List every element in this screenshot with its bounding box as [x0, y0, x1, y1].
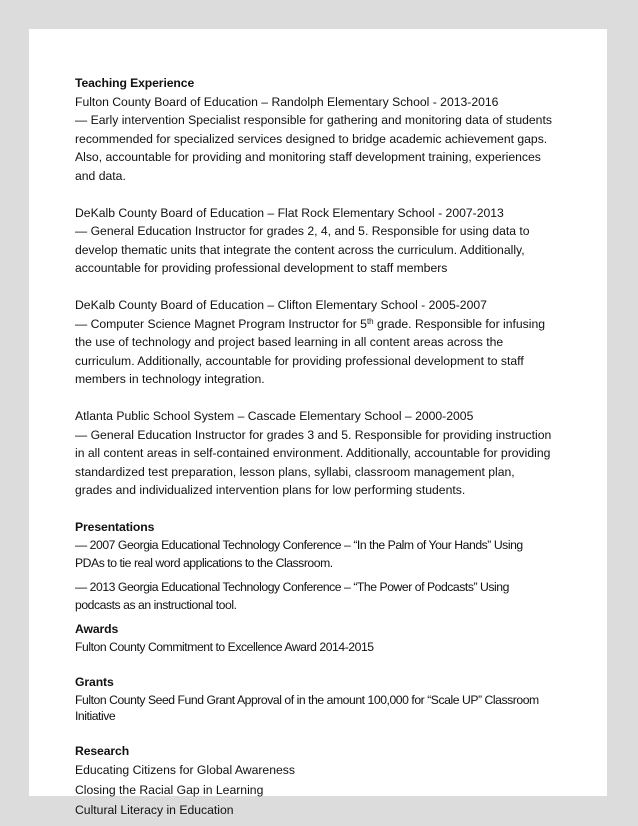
research-item: Closing the Racial Gap in Learning — [75, 783, 264, 798]
section-heading-teaching: Teaching Experience — [75, 76, 195, 90]
section-heading-grants: Grants — [75, 675, 114, 690]
section-heading-presentations: Presentations — [75, 519, 155, 534]
job-entry — [75, 296, 555, 389]
research-item: Cultural Literacy in Education — [75, 803, 234, 818]
grant-item: Fulton County Seed Fund Grant Approval of in the amount 100,000 for “Scale UP” Classroom Initiative — [75, 692, 539, 723]
job-description: — General Education Instructor for grades 2, 4, and 5. Responsible for using data to develop thematic units that integrate the content across the curriculum. Additionally, accountable for providing professional development to staff members — [75, 224, 530, 276]
job-description: — Early intervention Specialist responsible for gathering and monitoring data of students recommended for specialized services designed to bridge academic achievement gaps. Also, accountable for providing and monitoring staff development training, experiences and data. — [75, 113, 552, 183]
job-entry — [75, 204, 555, 278]
job-description: — General Education Instructor for grades 3 and 5. Responsible for providing instruction in all content areas in self-contained environment. Additionally, accountable for providing standardized test preparation, lesson plans, syllabi, classroom management plan, grades and individualized intervention plans for low performing students. — [75, 427, 552, 498]
job-entry — [75, 93, 555, 186]
research-item: Educating Citizens for Global Awareness — [75, 763, 295, 778]
job-title: Atlanta Public School System – Cascade Elementary School – 2000-2005 — [75, 408, 474, 423]
presentation-item: — 2013 Georgia Educational Technology Conference – “The Power of Podcasts” Using podcasts as an instructional tool. — [75, 580, 509, 613]
job-title: Fulton County Board of Education – Randolph Elementary School - 2013-2016 — [75, 94, 499, 109]
document-page — [29, 29, 607, 818]
job-description: — Computer Science Magnet Program Instructor for 5th grade. Responsible for infusing the use of technology and project based learning in all content areas across the curriculum. Additionally, accountable for providing professional development to staff members in technology integration. — [75, 316, 546, 387]
job-title: DeKalb County Board of Education – Flat Rock Elementary School - 2007-2013 — [75, 205, 504, 220]
job-title: DeKalb County Board of Education – Clifton Elementary School - 2005-2007 — [75, 297, 487, 312]
document-content — [75, 74, 555, 820]
section-heading-awards: Awards — [75, 622, 119, 637]
section-heading-research: Research — [75, 743, 130, 758]
job-entry — [75, 407, 555, 500]
presentation-item: — 2007 Georgia Educational Technology Conference – “In the Palm of Your Hands” Using PDAs to tie real word applications to the Classroom. — [75, 538, 523, 571]
award-item: Fulton County Commitment to Excellence Award 2014-2015 — [75, 640, 374, 655]
